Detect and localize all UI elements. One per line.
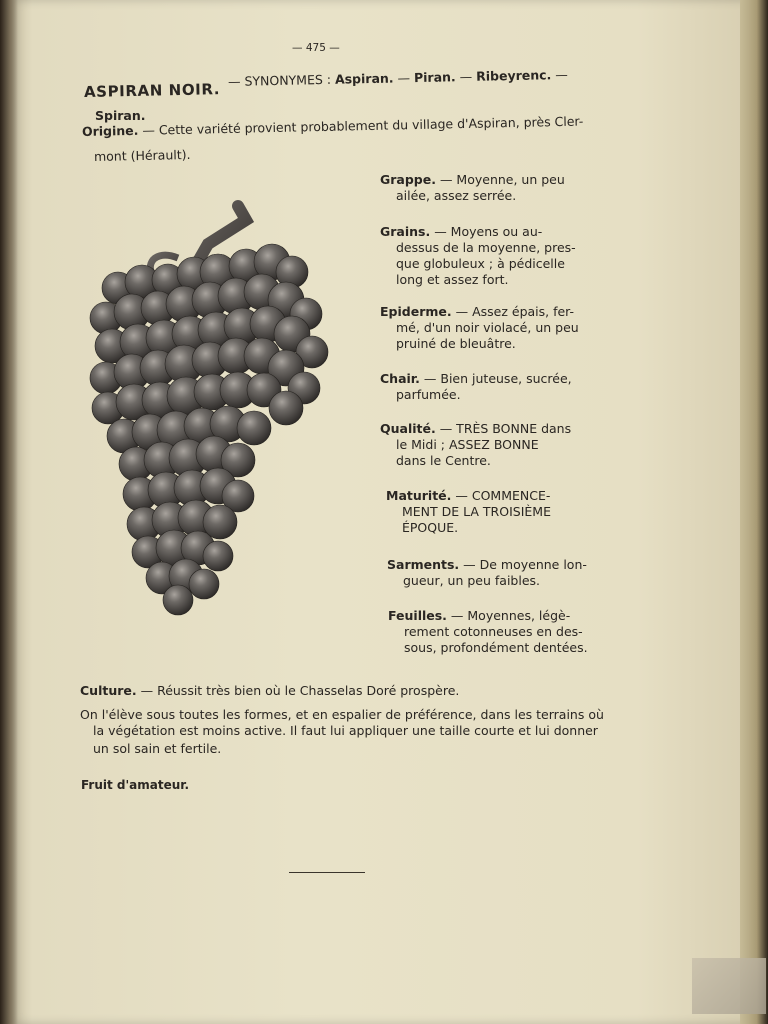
variety-title: ASPIRAN NOIR. xyxy=(83,80,221,101)
watermark-logo xyxy=(692,958,766,1014)
grape-berry xyxy=(189,569,219,599)
grape-berries xyxy=(90,244,328,615)
desc-feuilles: Feuilles. — Moyennes, légè- rement cotonneuses en des- sous, profondément dentées. xyxy=(388,608,588,655)
grape-berry xyxy=(163,585,193,615)
section-divider xyxy=(289,872,365,873)
synonym-spiran: Spiran. xyxy=(95,108,146,123)
grape-berry xyxy=(269,391,303,425)
desc-epiderme: Epiderme. — Assez épais, fer- mé, d'un noir violacé, un peu pruiné de bleuâtre. xyxy=(380,304,579,351)
culture-line: Culture. — Réussit très bien où le Chasselas Doré prospère. xyxy=(80,683,460,698)
desc-maturite: Maturité. — COMMENCE- MENT DE LA TROISIÈME ÉPOQUE. xyxy=(386,488,551,535)
desc-qualite: Qualité. — TRÈS BONNE dans le Midi ; ASSEZ BONNE dans le Centre. xyxy=(380,421,572,468)
page-edges xyxy=(740,0,768,1024)
binding-shadow xyxy=(0,0,18,1024)
origine-line-2: mont (Hérault). xyxy=(93,146,191,164)
grape-berry xyxy=(237,411,271,445)
culture-paragraph-line-2: la végétation est moins active. Il faut lui appliquer une taille courte et lui donner xyxy=(93,723,598,738)
page-number: — 475 — xyxy=(292,42,340,54)
desc-sarments: Sarments. — De moyenne lon- gueur, un peu faibles. xyxy=(387,557,587,588)
culture-paragraph-line-1: On l'élève sous toutes les formes, et en espalier de préférence, dans les terrains où xyxy=(80,707,604,722)
desc-chair: Chair. — Bien juteuse, sucrée, parfumée. xyxy=(380,371,572,402)
grape-berry xyxy=(203,541,233,571)
desc-grains: Grains. — Moyens ou au- dessus de la moyenne, pres- que globuleux ; à pédicelle long et assez fort. xyxy=(380,224,576,287)
grape-cluster-illustration xyxy=(78,196,336,626)
fruit-note: Fruit d'amateur. xyxy=(81,778,190,792)
synonyms-line: — SYNONYMES : Aspiran. — Piran. — Ribeyrenc. — xyxy=(227,66,568,89)
origine-line-1: Origine. — Cette variété provient probablement du village d'Aspiran, près Cler- xyxy=(81,113,584,139)
culture-paragraph-line-3: un sol sain et fertile. xyxy=(93,741,222,756)
desc-grappe: Grappe. — Moyenne, un peu ailée, assez serrée. xyxy=(380,172,565,203)
grape-berry xyxy=(203,505,237,539)
